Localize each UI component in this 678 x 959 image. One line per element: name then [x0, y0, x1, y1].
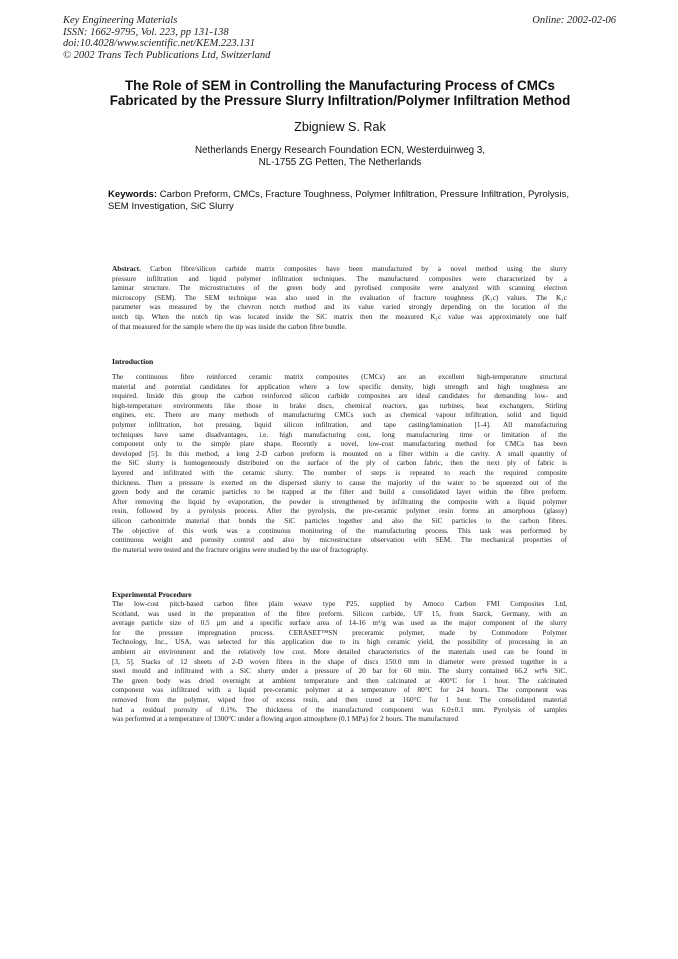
text-line: for the pressure impregnation process. CERASET™SN preceramic polymer, made by Commodore Polymer — [112, 628, 567, 637]
text-line: silicon carbonitride material that bonds the SiC particles together and also the SiC particles to the carbon fibres. — [112, 516, 567, 525]
text-line: had a residual porosity of 0.1%. The thickness of the manufactured component was 6.0±0.1 mm. Pyrolysis of samples — [112, 705, 567, 714]
journal-name: Key Engineering Materials — [63, 15, 178, 26]
title-line: The Role of SEM in Controlling the Manufacturing Process of CMCs — [124, 78, 555, 93]
affiliation-line: Netherlands Energy Research Foundation ECN, Westerduinweg 3, — [194, 145, 486, 156]
text-line: The continuous fibre reinforced ceramic matrix composites (CMCs) are an excellent high-temperature structural — [112, 373, 567, 381]
text-line: [3, 5]. Stacks of 12 sheets of 2-D woven fibres in the shape of discs 150.0 mm in diameter were pressed together in a — [112, 657, 567, 666]
text-line: continuous weight and porosity control and also by microstructure observation with SEM. The mechanical properties of — [112, 536, 567, 545]
experimental-heading: Experimental Procedure — [112, 590, 192, 599]
text-line: The objective of this work was a continuous monitoring of the manufacturing process. This task was performed by — [112, 526, 567, 535]
text-line: Technology, Inc., USA, was selected for this application due to its high ceramic yield, the possibility of processing in an — [112, 638, 567, 647]
introduction-body — [112, 373, 567, 555]
abstract-first-line — [112, 265, 567, 275]
journal-header — [63, 15, 270, 61]
text-line: techniques have same disadvantages, i.e. high manufacturing cost, long manufacturing time or limitation of the — [112, 430, 567, 439]
text-line: average particle size of 0.5 µm and a specific surface area of 14-16 m²/g was used as the major component of the slurry — [112, 619, 567, 628]
text-line: of that measured for the sample where the tip was inside the carbon fibre bundle. — [112, 322, 347, 331]
keywords — [108, 189, 578, 213]
text-line: steel mould and infiltrated with a SiC slurry under a pressure of 20 bar for 60 min. The slurry contained 66.2 wt% SiC. — [112, 667, 567, 676]
text-line: parameter was measured by the chevron notch method and its value varied strongly depending on the location of the — [112, 303, 567, 312]
text-line: developed [5]. In this method, a long 2-D carbon preform is mounted on a filter within a die cavity. A small quantity of — [112, 449, 567, 458]
keywords-label: Keywords: — [108, 189, 158, 200]
text-line: polymer infiltration, hot pressing, liquid silicon infiltration, and tape casting/lamination [1-4]. All manufacturing — [112, 420, 567, 429]
text-line: the SiC slurry is homogeneously distributed on the surface of the ply of carbon fabric, then the next ply of fabric is — [112, 459, 567, 468]
issn-line: ISSN: 1662-9795, Vol. 223, pp 131-138 — [63, 26, 229, 38]
text-line: The green body was dried overnight at ambient temperature and then calcinated at 400°C for 1 hour. The calcinated — [112, 676, 567, 685]
text-line: removed from the polymer, wiped free of excess resin, and then cured at 160°C for 1 hour. The consolidated material — [112, 695, 567, 704]
text-line: was performed at a temperature of 1300°C under a flowing argon atmosphere (0.1 MPa) for 2 hours. The manufactured — [112, 715, 459, 724]
affiliation — [60, 145, 620, 169]
text-line: notch tip. When the notch tip was located inside the SiC matrix then the measured K₁c value was approximately one half — [112, 312, 567, 321]
abstract-lines — [112, 275, 567, 333]
text-line: green body and the ceramic particles to be trapped at the filter and build a consolidated layer within the fibre preform. — [112, 488, 567, 497]
text-line: ambient air environment and the relatively low cost. More detailed characteristics of the materials used can be found in — [112, 647, 567, 656]
text-line: layered and infiltrated with the ceramic slurry. The number of steps is repeated to reach the required composite — [112, 468, 567, 477]
text-line: material and potential candidates for application where a low specific density, high strength and high toughness are — [112, 382, 567, 391]
text-line: the material were tested and the fracture origins were studied by the use of fractography. — [112, 545, 369, 554]
text-line: laminar structure. The microstructures of the green body and pyrolised composite were analyzed with scanning electron — [112, 284, 567, 293]
text-line: microscopy (SEM). The SEM technique was also used in the evaluation of fracture toughness (K₁c) values. The K₁c — [112, 293, 567, 302]
text-line: The low-cost pitch-based carbon fibre plain weave type P25, supplied by Amoco Carbon FMI Composites Ltd, — [112, 600, 567, 608]
text-line: After removing the liquid by evaporation, the powder is strengthened by infiltrating the composite with a liquid polymer — [112, 497, 567, 506]
text-line: thickness. Then a pressure is exerted on the dispersed slurry to cause the majority of the water to be squeezed out of the — [112, 478, 567, 487]
abstract-label: Abstract. — [112, 265, 141, 273]
text-line: pressure infiltration and liquid polymer infiltration techniques. The manufactured composites were characterized by a — [112, 274, 567, 283]
abstract — [112, 265, 567, 332]
text-line: required. Inside this group the carbon reinforced silicon carbide composites are ideal candidates for demanding low- and — [112, 392, 567, 401]
keywords-text: Carbon Preform, CMCs, Fracture Toughness, Polymer Infiltration, Pressure Infiltration, Pyrolysis, SEM Investigation, SiC Slurry — [108, 189, 570, 212]
abstract-first-text: Carbon fibre/silicon carbide matrix composites have been manufactured by a novel method using the slurry — [150, 265, 567, 273]
doi-line: doi:10.4028/www.scientific.net/KEM.223.131 — [63, 38, 255, 50]
text-line: component only to the simple plate shape. Recently a novel, low-cost manufacturing method for CMCs has been — [112, 440, 567, 449]
online-date: Online: 2002-02-06 — [532, 15, 616, 26]
text-line: high-temperature environments like those in brake discs, chemical reactors, gas turbines, heat exchangers, Stirling — [112, 401, 567, 410]
text-line: engines, etc. There are many methods of manufacturing CMCs such as chemical vapour infiltration, solid and liquid — [112, 411, 567, 420]
copyright-line: © 2002 Trans Tech Publications Ltd, Switzerland — [63, 49, 271, 61]
text-line: Scotland, was used in the preparation of the fibre preform. Silicon carbide, UF 15, from Starck, Germany, with an — [112, 609, 567, 618]
paper-title — [60, 78, 620, 109]
experimental-body — [112, 600, 567, 725]
text-line: component was infiltrated with a liquid pre-ceramic polymer at a temperature of 80°C for 24 hours. The component was — [112, 686, 567, 695]
affiliation-line: NL-1755 ZG Petten, The Netherlands — [258, 157, 422, 168]
author-name: Zbigniew S. Rak — [294, 120, 386, 134]
introduction-heading: Introduction — [112, 357, 154, 366]
title-line: Fabricated by the Pressure Slurry Infiltration/Polymer Infiltration Method — [109, 93, 571, 109]
text-line: resin, followed by a pyrolysis process. After the pyrolysis, the pre-ceramic polymer resin forms an amorphous (glassy) — [112, 507, 567, 516]
